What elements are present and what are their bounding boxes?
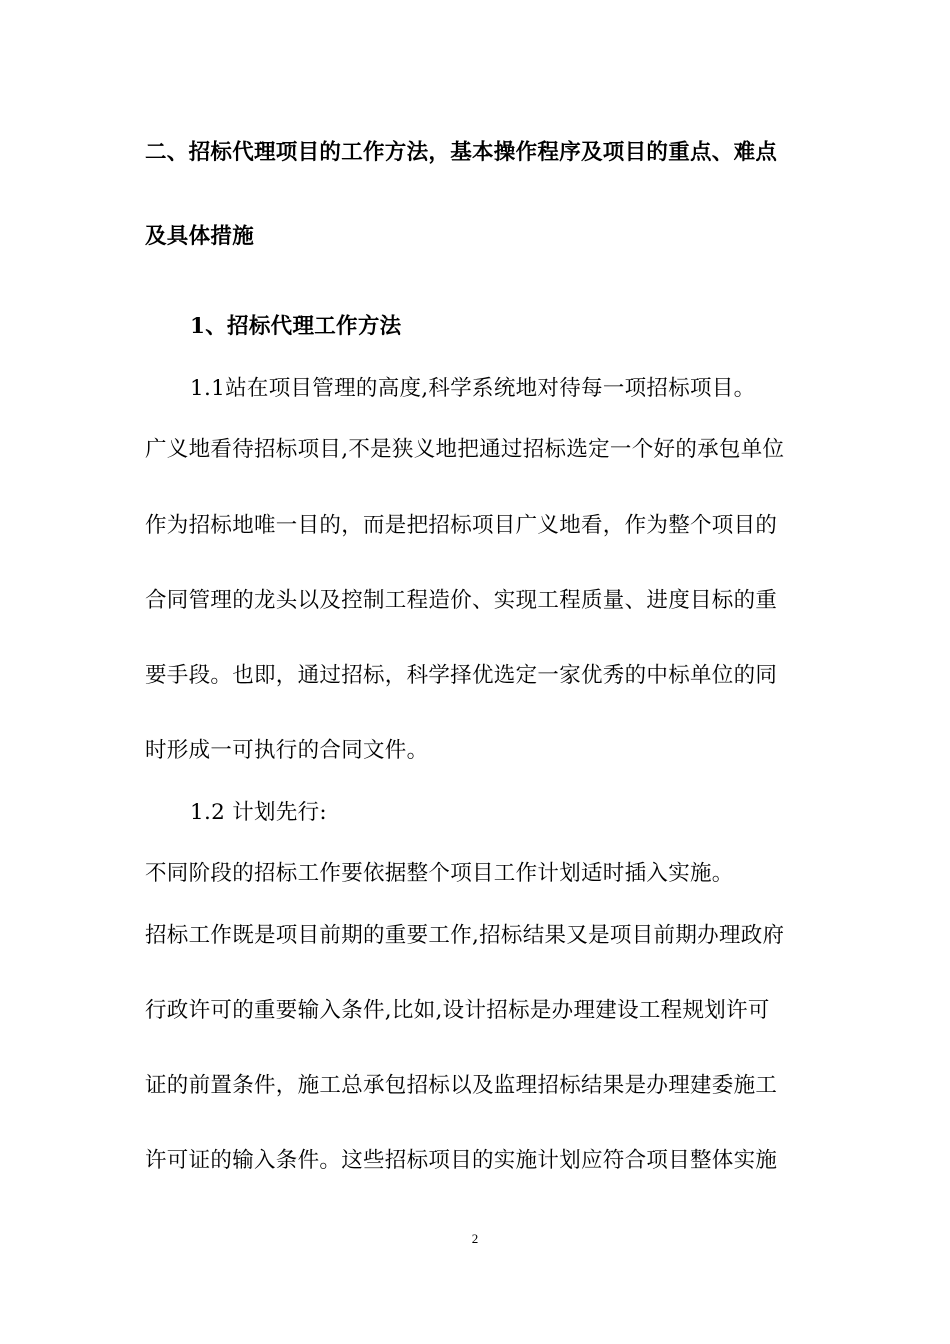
section-heading-line-2: 及具体措施 bbox=[145, 224, 255, 249]
paragraph-1-2-line: 行政许可的重要输入条件,比如,设计招标是办理建设工程规划许可 bbox=[145, 998, 770, 1023]
paragraph-1-2-lead: 1.2 计划先行: bbox=[190, 800, 327, 825]
paragraph-1-1-line: 作为招标地唯一目的，而是把招标项目广义地看，作为整个项目的 bbox=[145, 513, 778, 538]
paragraph-1-2-line: 证的前置条件，施工总承包招标以及监理招标结果是办理建委施工 bbox=[145, 1073, 778, 1098]
paragraph-1-1-line: 时形成一可执行的合同文件。 bbox=[145, 738, 429, 763]
paragraph-1-1-lead: 1.1站在项目管理的高度,科学系统地对待每一项招标项目。 bbox=[190, 376, 756, 401]
paragraph-1-2-intro: 不同阶段的招标工作要依据整个项目工作计划适时插入实施。 bbox=[145, 861, 734, 886]
section-heading-line-1: 二、招标代理项目的工作方法，基本操作程序及项目的重点、难点 bbox=[145, 140, 778, 165]
paragraph-1-1-line: 要手段。也即，通过招标，科学择优选定一家优秀的中标单位的同 bbox=[145, 663, 778, 688]
paragraph-1-2-line: 许可证的输入条件。这些招标项目的实施计划应符合项目整体实施 bbox=[145, 1148, 778, 1173]
subsection-title: 1、招标代理工作方法 bbox=[190, 314, 402, 339]
page-number: 2 bbox=[471, 1231, 479, 1246]
paragraph-1-2-line: 招标工作既是项目前期的重要工作,招标结果又是项目前期办理政府 bbox=[145, 923, 785, 948]
paragraph-1-1-line: 广义地看待招标项目,不是狭义地把通过招标选定一个好的承包单位 bbox=[145, 437, 785, 462]
paragraph-1-1-line: 合同管理的龙头以及控制工程造价、实现工程质量、进度目标的重 bbox=[145, 588, 778, 613]
